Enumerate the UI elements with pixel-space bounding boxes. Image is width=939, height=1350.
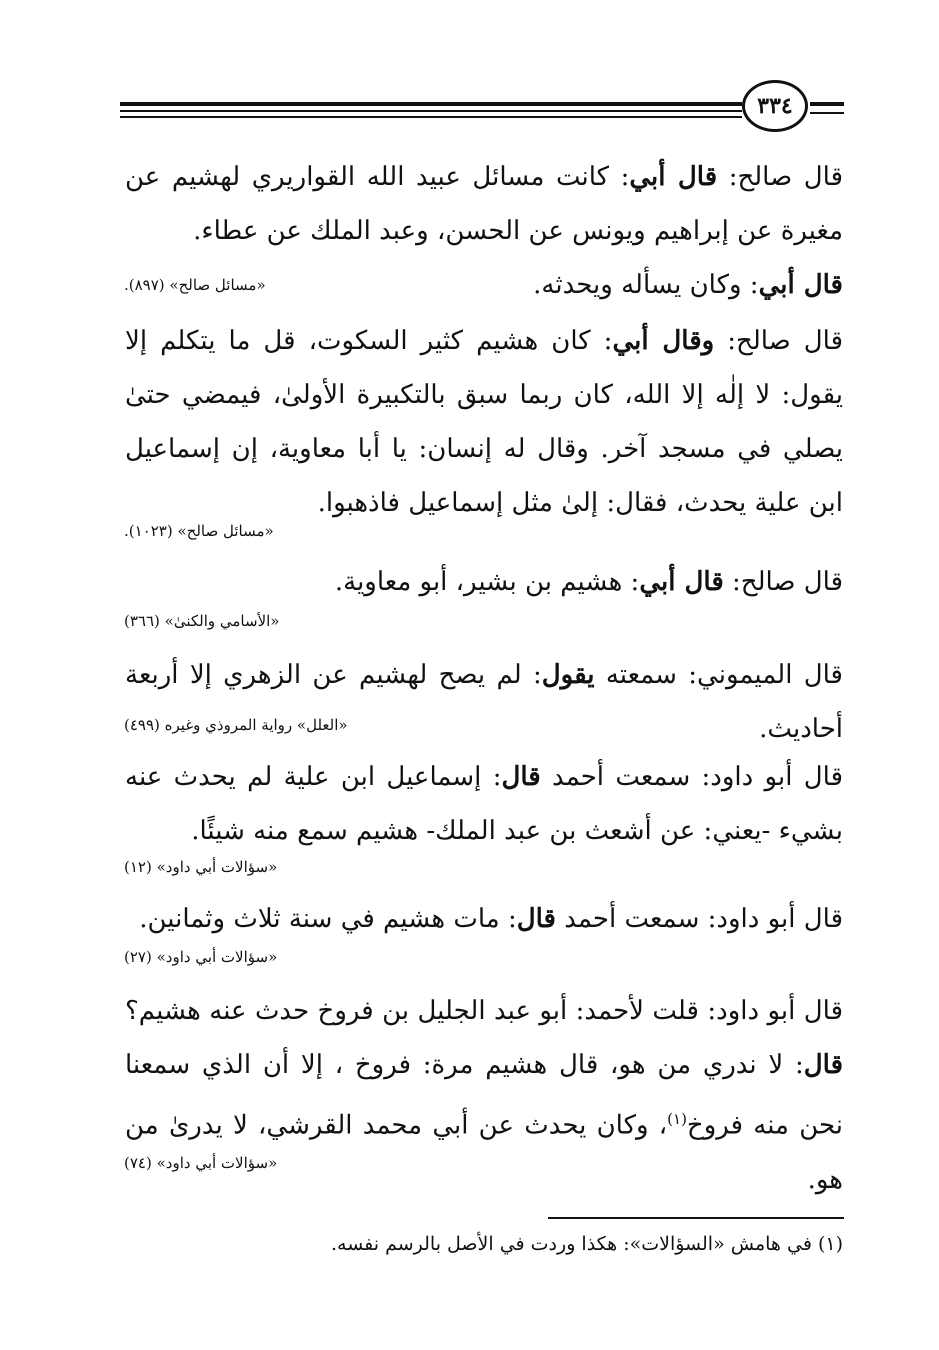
entry-7-source: «سؤالات أبي داود» (٧٤) xyxy=(124,1154,278,1172)
bold-run: وقال أبي xyxy=(612,326,715,356)
text-run: قال صالح: xyxy=(714,326,844,356)
text-run: : مات هشيم في سنة ثلاث وثمانين. xyxy=(139,904,517,934)
page-number: ٣٣٤ xyxy=(742,80,808,132)
text-run: علية يحدث، فقال: إلىٰ مثل إسماعيل فاذهبوا. xyxy=(317,488,801,518)
bold-run: يقول xyxy=(541,660,595,690)
bold-run: قال أبي xyxy=(639,567,724,597)
entry-4-text xyxy=(125,648,843,756)
entry-1-text xyxy=(125,150,843,258)
bold-run: قال xyxy=(516,904,556,934)
entry-2-text xyxy=(125,314,843,530)
entry-2-source: «مسائل صالح» (١٠٢٣). xyxy=(124,522,274,540)
text-run: : هشيم بن بشير، أبو معاوية. xyxy=(334,567,640,597)
text-run: : كان هشيم كثير السكوت، قل ما يتكلم xyxy=(160,326,613,356)
header-rule-thin xyxy=(120,116,742,118)
text-run: قال الميموني: سمعته xyxy=(594,660,843,690)
entry-3-source: «الأسامي والكنىٰ» (٣٦٦) xyxy=(124,612,280,630)
text-run: : وكان يسأله ويحدثه. xyxy=(533,270,759,300)
entry-5-source: «سؤالات أبي داود» (١٢) xyxy=(124,858,278,876)
text-run: بشيء -يعني: عن أشعث بن عبد الملك- هشيم سمع منه شيئًا. xyxy=(191,816,843,846)
text-run: أحاديث. xyxy=(759,714,843,744)
text-run: قال صالح: xyxy=(717,162,843,192)
text-run: قال أبو داود: قلت لأحمد: أبو عبد الجليل بن فروخ حدث عنه هشيم؟ xyxy=(125,996,843,1026)
bold-run: قال أبي xyxy=(758,270,843,300)
entry-3-text xyxy=(125,555,843,609)
text-run: من هو. xyxy=(125,1110,843,1195)
text-run: يصلي في مسجد آخر. وقال له إنسان: يا أبا معاوية، إن إسماعيل ابن xyxy=(125,434,843,518)
text-run: قال أبو داود: سمعت أحمد xyxy=(540,762,843,792)
entry-1-source: «مسائل صالح» (٨٩٧). xyxy=(124,276,266,294)
entry-6-source: «سؤالات أبي داود» (٢٧) xyxy=(124,948,278,966)
text-run: مغيرة عن إبراهيم ويونس عن الحسن، وعبد الملك عن عطاء. xyxy=(193,216,843,246)
entry-6-text xyxy=(125,892,843,946)
header-rule-thin xyxy=(120,110,742,112)
header-rule-thick xyxy=(120,102,742,106)
footnote-divider xyxy=(548,1217,844,1219)
text-run: قال صالح: xyxy=(723,567,843,597)
footnote: (١) في هامش «السؤالات»: هكذا وردت في الأصل بالرسم نفسه. xyxy=(330,1233,843,1255)
text-run: : كانت مسائل عبيد الله القواريري لهشيم عن xyxy=(125,162,630,192)
text-run: : إسماعيل ابن علية لم يحدث عنه xyxy=(125,762,502,792)
text-run: ، وكان يحدث عن أبي محمد القرشي، لا يدرىٰ xyxy=(168,1110,668,1141)
text-run: : لا ندري من هو، قال هشيم مرة: فروخ ، إلا أن الذي xyxy=(201,1050,804,1080)
text-run: قال أبو داود: سمعت أحمد xyxy=(555,904,843,934)
footnote-marker: (١) xyxy=(667,1110,687,1128)
entry-4-source: «العلل» رواية المروذي وغيره (٤٩٩) xyxy=(124,716,348,734)
entry-5-text xyxy=(125,750,843,858)
text-run: إلا يقول: لا إلٰه إلا الله، كان ربما سبق بالتكبيرة الأولىٰ، فيمضي حتىٰ xyxy=(125,326,843,410)
text-run: سمعنا نحن منه فروخ xyxy=(125,1050,843,1141)
bold-run: قال أبي xyxy=(629,162,718,192)
bold-run: قال xyxy=(803,1050,844,1080)
header-rule-right xyxy=(810,102,844,106)
entry-1-text-cont xyxy=(473,258,843,312)
entry-7-text xyxy=(125,984,843,1207)
text-run: : لم يصح لهشيم عن الزهري إلا أربعة xyxy=(125,660,542,690)
header-rule-right xyxy=(810,112,844,114)
bold-run: قال xyxy=(501,762,541,792)
